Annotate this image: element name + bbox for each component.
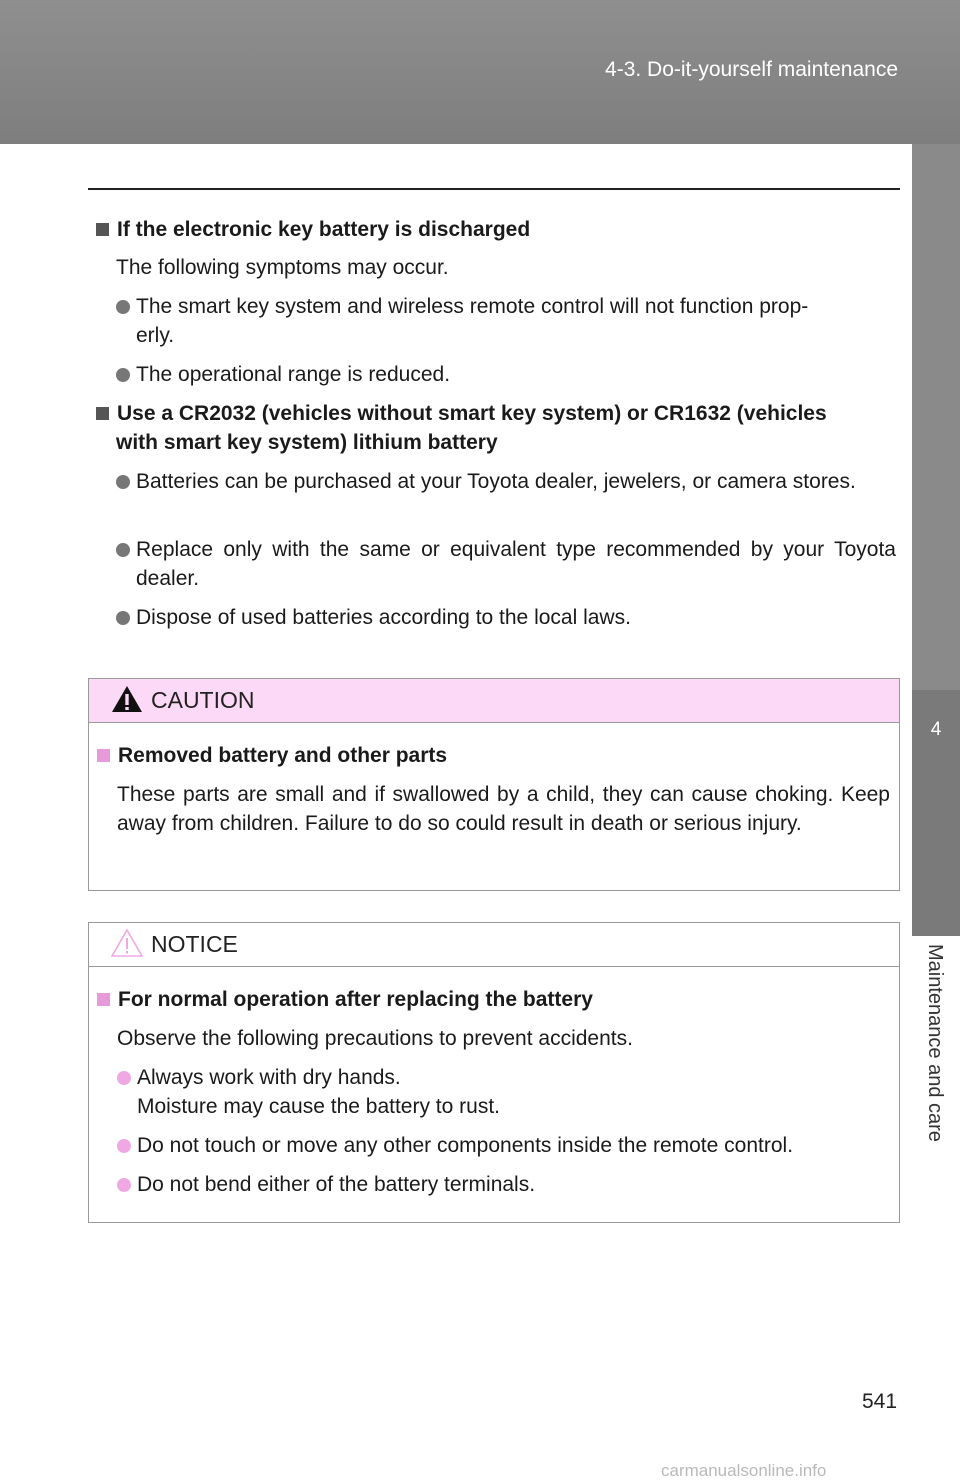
round-bullet-icon <box>117 1178 131 1192</box>
round-bullet-icon <box>116 543 130 557</box>
notice-bullet-2: Do not touch or move any other components inside the remote control. <box>117 1131 793 1160</box>
square-bullet-icon <box>96 223 109 236</box>
notice-bullet-3: Do not bend either of the battery terminals. <box>117 1170 535 1199</box>
round-bullet-icon <box>117 1071 131 1085</box>
page-number: 541 <box>862 1390 898 1413</box>
round-bullet-icon <box>116 611 130 625</box>
warning-triangle-outline-icon <box>111 928 143 958</box>
caution-heading: Removed battery and other parts <box>97 741 447 770</box>
section2-bullet-1: Batteries can be purchased at your Toyota dealer, jewelers, or camera stores. <box>116 467 896 496</box>
top-divider <box>88 188 900 190</box>
tab-top-block <box>912 144 960 690</box>
warning-triangle-icon <box>111 684 143 714</box>
caution-box <box>88 678 900 891</box>
square-bullet-icon <box>97 749 110 762</box>
section-title: 4-3. Do-it-yourself maintenance <box>605 58 898 81</box>
notice-box <box>88 922 900 1223</box>
caution-label: CAUTION <box>151 687 255 713</box>
square-bullet-icon <box>96 407 109 420</box>
section2-heading: Use a CR2032 (vehicles without smart key system) or CR1632 (vehicles <box>96 399 896 428</box>
round-bullet-icon <box>117 1139 131 1153</box>
notice-header <box>89 923 899 967</box>
caution-header <box>89 679 899 723</box>
round-bullet-icon <box>116 475 130 489</box>
notice-label: NOTICE <box>151 931 238 957</box>
round-bullet-icon <box>116 300 130 314</box>
section1-heading: If the electronic key battery is discharged <box>96 215 530 244</box>
round-bullet-icon <box>116 368 130 382</box>
section1-intro: The following symptoms may occur. <box>116 256 449 279</box>
chapter-tab <box>912 144 960 1484</box>
notice-heading: For normal operation after replacing the battery <box>97 985 593 1014</box>
section1-bullet-1-cont: erly. <box>136 324 175 347</box>
caution-body: These parts are small and if swallowed by a child, they can cause choking. Keep away from children. Failure to do so could result in death or serious injury. <box>117 783 890 835</box>
notice-bullet-1-cont: Moisture may cause the battery to rust. <box>137 1095 500 1118</box>
section1-bullet-1: The smart key system and wireless remote control will not function prop- <box>116 292 808 321</box>
page-header <box>0 0 960 144</box>
notice-bullet-1: Always work with dry hands. <box>117 1063 401 1092</box>
watermark-text: carmanualsonline.info <box>661 1461 827 1480</box>
square-bullet-icon <box>97 993 110 1006</box>
section2-bullet-3: Dispose of used batteries according to the local laws. <box>116 603 631 632</box>
chapter-label: Maintenance and care <box>924 944 946 1142</box>
chapter-number: 4 <box>912 690 960 936</box>
notice-intro: Observe the following precautions to prevent accidents. <box>117 1027 633 1050</box>
section1-bullet-2: The operational range is reduced. <box>116 360 450 389</box>
section2-bullet-2: Replace only with the same or equivalent type recommended by your Toyota dealer. <box>116 535 896 593</box>
section2-heading-cont: with smart key system) lithium battery <box>116 431 498 454</box>
